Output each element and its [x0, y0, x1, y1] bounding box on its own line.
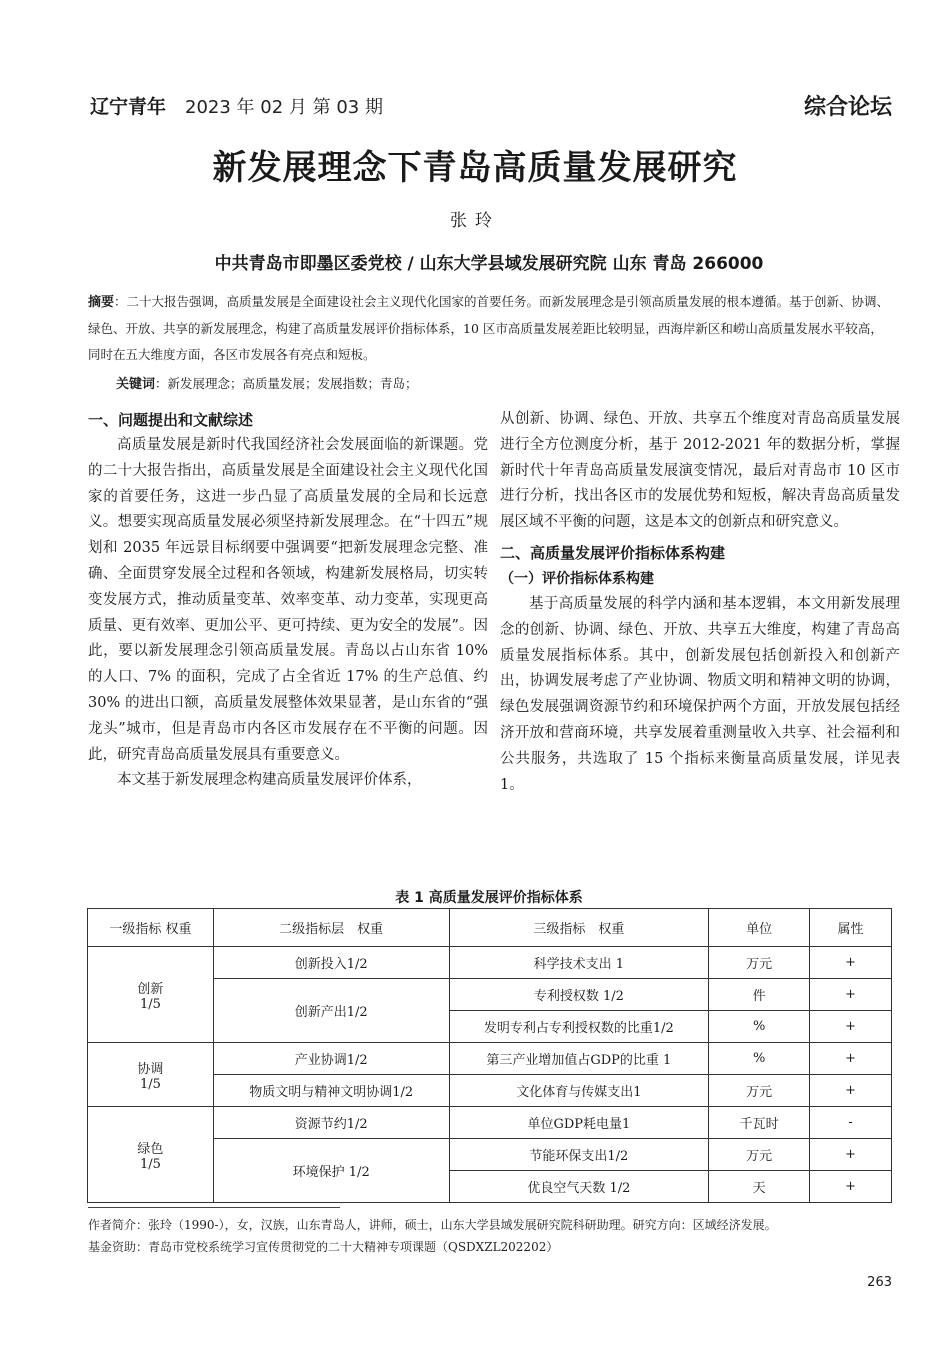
primary-indicator-cell: 协调 1/5 [88, 1043, 214, 1107]
issue-info: 2023 年 02 月 第 03 期 [185, 97, 383, 118]
attribute-cell: + [810, 1043, 892, 1075]
table-row [88, 1043, 892, 1075]
abstract [88, 289, 894, 368]
attribute-cell: + [810, 979, 892, 1011]
indicator-table [87, 908, 892, 1203]
header-cell: 三级指标 权重 [449, 909, 709, 947]
secondary-indicator-cell: 资源节约1/2 [213, 1107, 449, 1139]
secondary-indicator-cell: 创新投入1/2 [213, 947, 449, 979]
tertiary-indicator-cell: 科学技术支出 1 [449, 947, 709, 979]
attribute-cell: - [810, 1107, 892, 1139]
section-1-paragraph-2: 本文基于新发展理念构建高质量发展评价体系， [117, 772, 422, 789]
tertiary-indicator-cell: 单位GDP耗电量1 [449, 1107, 709, 1139]
header-cell: 一级指标 权重 [88, 909, 214, 947]
journal-name: 辽宁青年 [90, 96, 167, 118]
secondary-indicator-cell: 产业协调1/2 [213, 1043, 449, 1075]
page-number: 263 [867, 1275, 892, 1290]
attribute-cell: + [810, 1139, 892, 1171]
section-1-heading: 一、问题提出和文献综述 [88, 411, 254, 429]
unit-cell: 千瓦时 [709, 1107, 810, 1139]
author-bio-footnote: 作者简介：张玲（1990-），女，汉族，山东青岛人，讲师，硕士，山东大学县域发展研究院科研助理。研究方向：区域经济发展。 [88, 1218, 777, 1232]
unit-cell: 天 [709, 1171, 810, 1203]
column-name: 综合论坛 [803, 94, 892, 120]
secondary-indicator-cell: 环境保护 1/2 [213, 1139, 449, 1203]
section-2-subheading: （一）评价指标体系构建 [500, 570, 654, 587]
unit-cell: 万元 [709, 1139, 810, 1171]
secondary-indicator-cell: 物质文明与精神文明协调1/2 [213, 1075, 449, 1107]
author-name: 张玲 [450, 211, 500, 231]
keywords-text: ：新发展理念；高质量发展；发展指数；青岛； [155, 376, 418, 391]
attribute-cell: + [810, 947, 892, 979]
table-row [88, 947, 892, 979]
abstract-label: 摘要 [88, 295, 115, 310]
section-2-paragraph-1: 基于高质量发展的科学内涵和基本逻辑，本文用新发展理念的创新、协调、绿色、开放、共享五大维度，构建了青岛高质量发展指标体系。其中，创新发展包括创新投入和创新产出，协调发展考虑了产业协调、物质文明和精神文明的协调，绿色发展强调资源节约和环境保护两个方面，开放发展包括经济开放和营商环境，共享发展着重测量收入共享、社会福利和公共服务，共选取了 15 个指标来衡量高质量发展，详见表 1。 [500, 595, 900, 793]
keywords-label: 关键词 [116, 377, 156, 392]
secondary-indicator-cell: 创新产出1/2 [213, 979, 449, 1043]
author-affiliation: 中共青岛市即墨区委党校 / 山东大学县域发展研究院 山东 青岛 266000 [214, 254, 764, 274]
tertiary-indicator-cell: 文化体育与传媒支出1 [449, 1075, 709, 1107]
attribute-cell: + [810, 1011, 892, 1043]
unit-cell: 万元 [709, 1075, 810, 1107]
keywords [116, 373, 418, 392]
section-2-heading: 二、高质量发展评价指标体系构建 [500, 543, 726, 562]
abstract-text: ：二十大报告强调，高质量发展是全面建设社会主义现代化国家的首要任务。而新发展理念是引领高质量发展的根本遵循。基于创新、协调、绿色、开放、共享的新发展理念，构建了高质量发展评价指标体系，10 区市高质量发展差距比较明显，西海岸新区和崂山高质量发展水平较高，同时在五大维度方面，各区市发展各有亮点和短板。 [88, 294, 890, 362]
table-caption: 表 1 高质量发展评价指标体系 [395, 890, 583, 906]
unit-cell: % [709, 1043, 810, 1075]
unit-cell: % [709, 1011, 810, 1043]
attribute-cell: + [810, 1075, 892, 1107]
paper-title: 新发展理念下青岛高质量发展研究 [212, 148, 738, 188]
tertiary-indicator-cell: 节能环保支出1/2 [449, 1139, 709, 1171]
table-row [88, 1107, 892, 1139]
header-cell: 二级指标层 权重 [213, 909, 449, 947]
unit-cell: 万元 [709, 947, 810, 979]
header-cell: 属性 [810, 909, 892, 947]
section-1-paragraph-2-continued: 从创新、协调、绿色、开放、共享五个维度对青岛高质量发展进行全方位测度分析，基于 2012-2021 年的数据分析，掌握新时代十年青岛高质量发展演变情况，最后对青岛市 10 区市进行分析，找出各区市的发展优势和短板，解决青岛高质量发展区域不平衡的问题，这是本文的创新点和研究意义。 [500, 411, 900, 531]
unit-cell: 件 [709, 979, 810, 1011]
tertiary-indicator-cell: 专利授权数 1/2 [449, 979, 709, 1011]
table-header-row [88, 909, 892, 947]
funding-footnote: 基金资助：青岛市党校系统学习宣传贯彻党的二十大精神专项课题（QSDXZL202202） [88, 1240, 559, 1254]
header-cell: 单位 [709, 909, 810, 947]
attribute-cell: + [810, 1171, 892, 1203]
tertiary-indicator-cell: 发明专利占专利授权数的比重1/2 [449, 1011, 709, 1043]
section-1-paragraph-1: 高质量发展是新时代我国经济社会发展面临的新课题。党的二十大报告指出，高质量发展是全面建设社会主义现代化国家的首要任务，这进一步凸显了高质量发展的全局和长远意义。想要实现高质量发展必须坚持新发展理念。在“十四五”规划和 2035 年远景目标纲要中强调要“把新发展理念完整、准确、全面贯穿发展全过程和各领域，构建新发展格局，切实转变发展方式，推动质量变革、效率变革、动力变革，实现更高质量、更有效率、更加公平、更可持续、更为安全的发展”。因此，要以新发展理念引领高质量发展。青岛以占山东省 10% 的人口、7% 的面积，完成了占全省近 17% 的生产总值、约 30% 的进出口额，高质量发展整体效果显著，是山东省的“强龙头”城市，但是青岛市内各区市发展存在不平衡的问题。因此，研究青岛高质量发展具有重要意义。 [88, 437, 488, 763]
body-column-right [500, 407, 900, 798]
body-column-left [88, 407, 488, 794]
primary-indicator-cell: 创新 1/5 [88, 947, 214, 1043]
primary-indicator-cell: 绿色 1/5 [88, 1107, 214, 1203]
footnote-divider [88, 1207, 340, 1208]
tertiary-indicator-cell: 优良空气天数 1/2 [449, 1171, 709, 1203]
tertiary-indicator-cell: 第三产业增加值占GDP的比重 1 [449, 1043, 709, 1075]
